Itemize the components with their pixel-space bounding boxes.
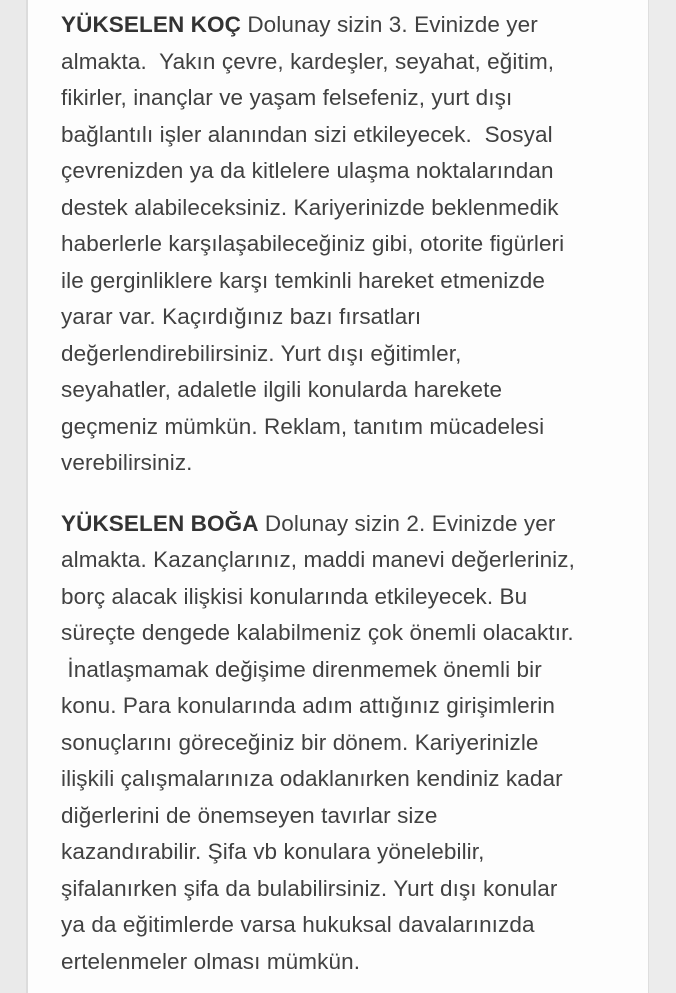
text-line: yarar var. Kaçırdığınız bazı fırsatları bbox=[61, 304, 422, 329]
article-text-area[interactable] bbox=[28, 0, 648, 993]
right-page-gutter bbox=[648, 0, 676, 993]
text-line: ertelenmeler olması mümkün. bbox=[61, 948, 361, 974]
text-line: ya da eğitimlerde varsa hukuksal davalarınızda bbox=[61, 912, 535, 937]
horoscope-section-rising-aries bbox=[61, 7, 638, 482]
text-line: süreçte dengede kalabilmeniz çok önemli olacaktır. bbox=[61, 620, 574, 645]
text-line: diğerlerini de önemseyen tavırlar size bbox=[61, 802, 438, 828]
text-line: borç alacak ilişkisi konularında etkileyecek. Bu bbox=[61, 583, 528, 609]
text-line: almakta. Kazançlarınız, maddi manevi değerleriniz, bbox=[61, 547, 575, 572]
text-run: Dolunay sizin 2. Evinizde yer bbox=[258, 510, 556, 536]
text-line: seyahatler, adaletle ilgili konularda harekete bbox=[61, 377, 503, 402]
text-line: almakta. Yakın çevre, kardeşler, seyahat, eğitim, bbox=[61, 48, 555, 74]
text-line: geçmeniz mümkün. Reklam, tanıtım mücadelesi bbox=[61, 413, 545, 439]
text-line bbox=[61, 7, 638, 44]
left-page-gutter bbox=[0, 0, 28, 993]
rising-aries-heading: YÜKSELEN KOÇ bbox=[61, 12, 241, 37]
text-line: sonuçlarını göreceğiniz bir dönem. Kariyerinizle bbox=[61, 729, 539, 755]
text-line: konu. Para konularında adım attığınız girişimlerin bbox=[61, 693, 555, 718]
text-line: destek alabileceksiniz. Kariyerinizde beklenmedik bbox=[61, 194, 559, 220]
text-line: bağlantılı işler alanından sizi etkileyecek. Sosyal bbox=[61, 121, 553, 147]
text-line: ile gerginliklere karşı temkinli hareket etmenizde bbox=[61, 267, 545, 293]
text-line: değerlendirebilirsiniz. Yurt dışı eğitimler, bbox=[61, 340, 462, 366]
text-line: İnatlaşmamak değişime direnmemek önemli bir bbox=[61, 656, 542, 682]
text-run: Dolunay sizin 3. Evinizde yer bbox=[240, 12, 538, 37]
text-line: ilişkili çalışmalarınıza odaklanırken kendiniz kadar bbox=[61, 766, 563, 791]
text-line: çevrenizden ya da kitlelere ulaşma noktalarından bbox=[61, 158, 554, 183]
text-line bbox=[61, 506, 638, 543]
text-line: fikirler, inançlar ve yaşam felsefeniz, yurt dışı bbox=[61, 85, 513, 110]
rising-taurus-heading: YÜKSELEN BOĞA bbox=[61, 510, 259, 536]
text-line: kazandırabilir. Şifa vb konulara yönelebilir, bbox=[61, 839, 485, 864]
horoscope-section-rising-taurus bbox=[61, 506, 638, 981]
text-line: verebilirsiniz. bbox=[61, 450, 193, 475]
text-line: şifalanırken şifa da bulabilirsiniz. Yurt dışı konular bbox=[61, 875, 558, 901]
text-line: haberlerle karşılaşabileceğiniz gibi, otorite figürleri bbox=[61, 231, 565, 256]
